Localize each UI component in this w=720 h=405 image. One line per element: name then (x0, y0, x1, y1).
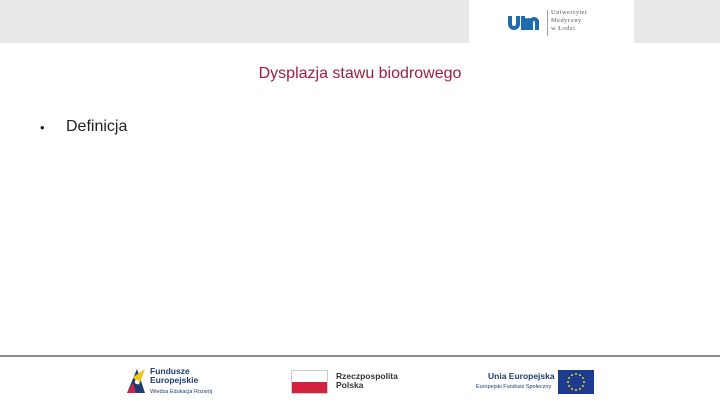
fundusze-subtitle: Wiedza Edukacja Rozwój (150, 389, 213, 395)
bullet-list (40, 118, 127, 136)
bullet-item (40, 118, 127, 136)
unia-europejska-logo (470, 368, 595, 398)
bullet-text: Definicja (66, 118, 128, 135)
fundusze-title-line: Europejskie (150, 375, 199, 385)
university-name (551, 9, 631, 33)
slide-title: Dysplazja stawu biodrowego (258, 65, 462, 82)
unia-subtitle: Europejski Fundusz Społeczny (476, 384, 552, 390)
unia-title: Unia Europejska (488, 371, 555, 381)
rzeczpospolita-logo (291, 368, 411, 398)
rzeczpospolita-title (336, 372, 398, 390)
university-logo (469, 0, 634, 43)
bullet-icon: • (40, 119, 45, 135)
polish-flag-icon (291, 370, 328, 394)
fundusze-title-line: Fundusze (150, 366, 190, 376)
logo-divider (547, 10, 548, 36)
footer-divider (0, 355, 720, 357)
university-name-line: Medyczny (551, 17, 582, 24)
rzeczpospolita-title-line: Polska (336, 380, 364, 390)
eu-flag-icon (558, 370, 594, 394)
fundusze-europejskie-icon (125, 365, 147, 397)
fundusze-europejskie-logo (125, 365, 230, 397)
university-name-line: w Łodzi (551, 25, 576, 32)
fundusze-title (150, 367, 198, 385)
rzeczpospolita-title-line: Rzeczpospolita (336, 371, 398, 381)
university-name-line: Uniwersytet (551, 9, 588, 16)
um-logo-icon (507, 12, 541, 32)
funding-footer (0, 360, 720, 405)
